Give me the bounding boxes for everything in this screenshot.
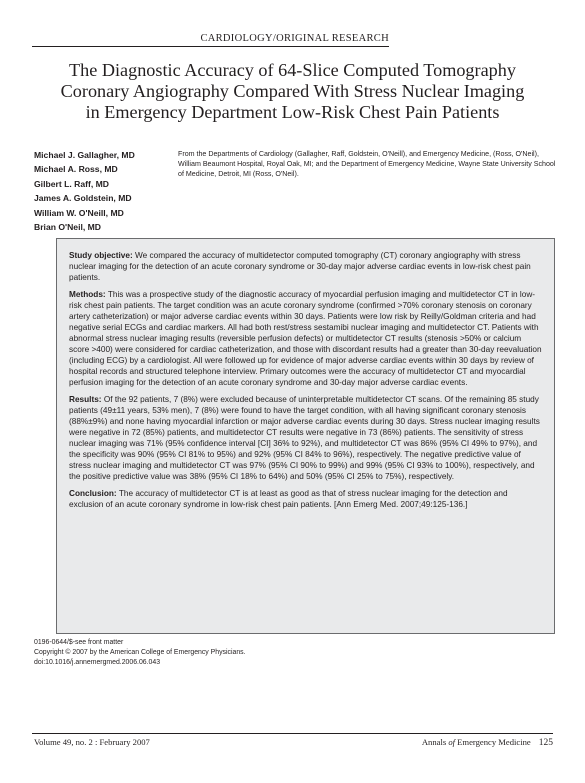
objective-label: Study objective: [69,251,133,260]
author-list [34,148,184,234]
article-title [30,60,555,123]
abstract-methods [69,289,542,389]
methods-text: This was a prospective study of the diagnostic accuracy of myocardial perfusion imaging and multidetector CT in low-risk chest pain patients. The target condition was an acute coronary syndrome (confirmed >70% coronary stenosis on coronary artery catheterization) or major adverse cardiac events within 30 days. Patients were low risk by Reilly/Goldman criteria and had negative serial ECGs and cardiac markers. All had both rest/stress sestamibi nuclear imaging and multidetector CT. Patients with abnormal stress nuclear imaging results (reversible perfusion defects) or multidetector CT results (stenosis >50% or calcium score >400) were considered for cardiac catheterization, and those with discordant results had a greater than 30-day reevaluation (including ECG) by a cardiologist. All were followed up for evidence of major adverse cardiac events within 30 days by review of hospital records and structured telephone interview. Primary outcomes were the accuracy of multidetector CT and myocardial perfusion imaging for the detection of an acute coronary syndrome and 30-day major adverse cardiac events. [69,289,542,388]
results-label: Results: [69,394,102,404]
copyright-line: Copyright © 2007 by the American College of Emergency Physicians. [34,649,246,657]
journal-of: of [448,737,456,747]
author: Gilbert L. Raff, MD [34,178,109,189]
results-text: Of the 92 patients, 7 (8%) were excluded because of uninterpretable multidetector CT scans. Of the remaining 85 study patients (49±11 years, 53% men), 7 (8%) were found to have the target condition, with all having significant coronary stenosis (88%±9%) and none having myocardial infarction or major adverse cardiac events during 30 days. Stress nuclear imaging results were negative in 72 (85%) patients, and multidetector CT results were negative in 73 (86%) patients. The sensitivity of stress nuclear imaging was 71% (95% confidence interval [CI] 36% to 92%), and multidetector CT was 86% (95% CI 49% to 97%), and the specificity was 90% (95% CI 81% to 95%) and 92% (95% CI 84% to 96%), respectively. The negative predictive value of stress nuclear imaging and multidetector CT was 97% (95% CI 90% to 99%) and 99% (95% CI 93% to 100%), respectively, and the positive predictive value was 38% (95% CI 18% to 64%) and 50% (95% CI 25% to 75%), respectively. [69,394,540,482]
doi-line: doi:10.1016/j.annemergmed.2006.06.043 [34,659,161,667]
section-header: CARDIOLOGY/ORIGINAL RESEARCH [200,33,389,44]
conclusion-label: Conclusion: [69,488,117,498]
author: William W. O'Neill, MD [34,207,124,218]
abstract-results [69,394,542,483]
header-rule [32,46,389,47]
footer-volume: Volume 49, no. 2 : February 2007 [34,737,150,747]
objective-text: We compared the accuracy of multidetector computed tomography (CT) coronary angiography with stress nuclear imaging for the detection of an acute coronary syndrome or 30-day major adverse cardiac events in low-risk chest pain patients. [69,251,531,283]
abstract-conclusion [69,488,542,510]
footer-journal [422,737,553,748]
abstract-box [56,238,555,634]
page-number: 125 [538,738,553,748]
author-affiliations: From the Departments of Cardiology (Gallagher, Raff, Goldstein, O'Neill), and Emergency Medicine, (Ross, O'Neil), William Beaumont Hospital, Royal Oak, MI; and the Department of Emergency Medicine, Wayne State University School of Medicine, Detroit, MI (Ross, O'Neil). [178,150,556,178]
abstract-objective [69,250,542,283]
footer-rule [32,733,553,734]
methods-label: Methods: [69,289,106,299]
journal-suffix: Emergency Medicine [455,737,531,747]
front-matter [34,638,354,669]
journal-prefix: Annals [421,737,449,747]
title-line: in Emergency Department Low-Risk Chest Pain Patients [85,102,500,122]
author: Michael A. Ross, MD [34,164,118,175]
author: James A. Goldstein, MD [34,193,132,204]
conclusion-text: The accuracy of multidetector CT is at least as good as that of stress nuclear imaging for the detection and exclusion of an acute coronary syndrome in low-risk chest pain patients. [Ann Emerg Med. 2007;49:125-136.] [69,488,508,509]
title-line: Coronary Angiography Compared With Stress Nuclear Imaging [60,81,525,101]
issn-line: 0196-0644/$-see front matter [34,639,124,646]
author: Michael J. Gallagher, MD [34,150,135,160]
title-line: The Diagnostic Accuracy of 64-Slice Computed Tomography [69,60,516,80]
author: Brian O'Neil, MD [34,222,101,233]
